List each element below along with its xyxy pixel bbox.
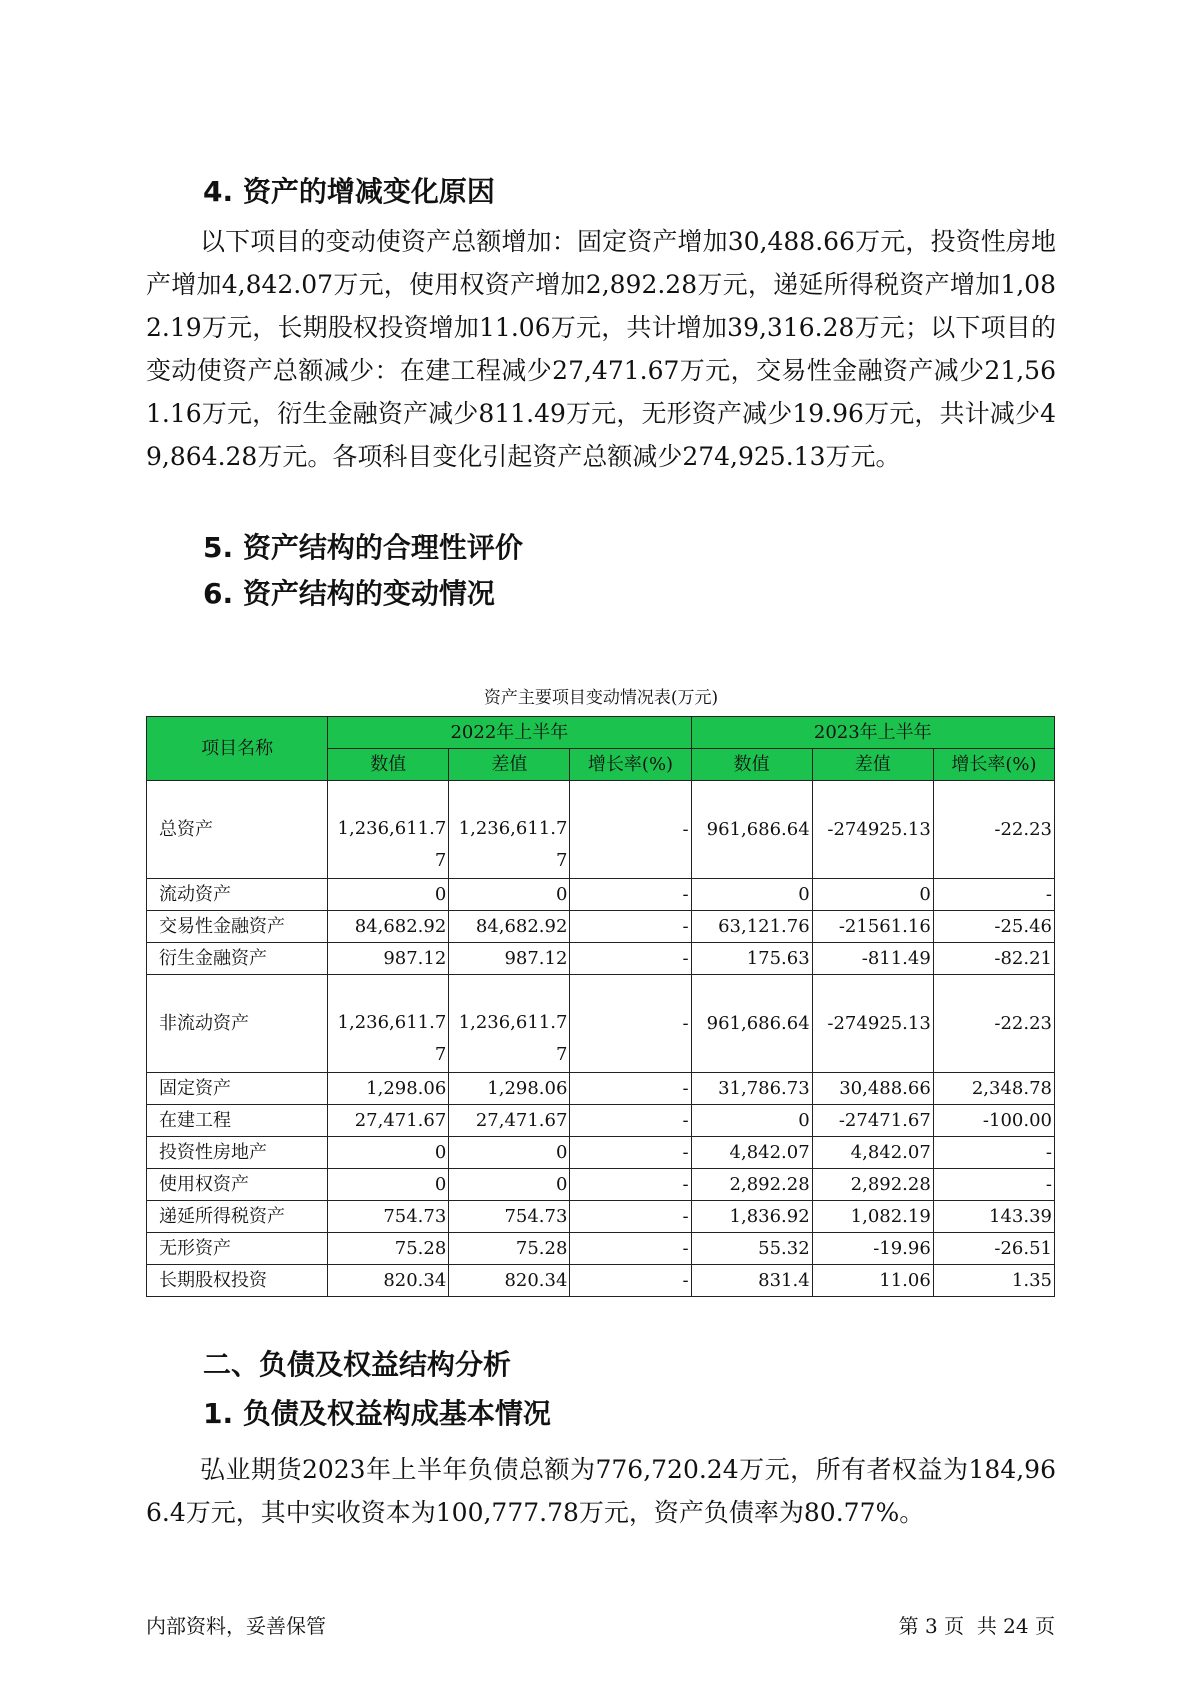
cell-rate-2022: - (570, 1265, 691, 1297)
cell-value-2023: 0 (691, 879, 812, 911)
row-name: 在建工程 (147, 1105, 328, 1137)
cell-value-2023: 55.32 (691, 1233, 812, 1265)
cell-rate-2022: - (570, 975, 691, 1073)
cell-rate-2023: 2,348.78 (933, 1073, 1054, 1105)
cell-diff-2022: 987.12 (449, 943, 570, 975)
table-title: 资产主要项目变动情况表(万元) (483, 688, 719, 708)
cell-diff-2022: 754.73 (449, 1201, 570, 1233)
cell-value-2022: 820.34 (328, 1265, 449, 1297)
cell-rate-2023: -25.46 (933, 911, 1054, 943)
table-row (147, 1137, 1055, 1169)
cell-value-2023: 961,686.64 (691, 781, 812, 879)
cell-diff-2022: 1,236,611.77 (449, 975, 570, 1073)
cell-rate-2023: 1.35 (933, 1265, 1054, 1297)
row-name: 总资产 (147, 781, 328, 879)
table-row (147, 1265, 1055, 1297)
col-header-diff-2023: 差值 (812, 749, 933, 781)
cell-rate-2022: - (570, 1073, 691, 1105)
cell-value-2023: 1,836.92 (691, 1201, 812, 1233)
col-header-rate-2023: 增长率(%) (933, 749, 1054, 781)
cell-rate-2023: -22.23 (933, 781, 1054, 879)
cell-rate-2022: - (570, 1169, 691, 1201)
cell-diff-2023: 1,082.19 (812, 1201, 933, 1233)
cell-value-2022: 0 (328, 879, 449, 911)
cell-value-2023: 4,842.07 (691, 1137, 812, 1169)
table-row (147, 943, 1055, 975)
section-heading-5: 5. 资产结构的合理性评价 (203, 531, 523, 564)
cell-value-2022: 0 (328, 1169, 449, 1201)
row-name: 投资性房地产 (147, 1137, 328, 1169)
cell-value-2023: 2,892.28 (691, 1169, 812, 1201)
cell-value-2022: 75.28 (328, 1233, 449, 1265)
col-group-2022: 2022年上半年 (328, 717, 691, 749)
row-name: 流动资产 (147, 879, 328, 911)
table-row (147, 1233, 1055, 1265)
cell-value-2023: 175.63 (691, 943, 812, 975)
cell-value-2022: 754.73 (328, 1201, 449, 1233)
cell-diff-2023: 11.06 (812, 1265, 933, 1297)
paragraph-asset-change: 以下项目的变动使资产总额增加：固定资产增加30,488.66万元，投资性房地产增加4,842.07万元，使用权资产增加2,892.28万元，递延所得税资产增加1,082.19万元，长期股权投资增加11.06万元，共计增加39,316.28万元；以下项目的变动使资产总额减少：在建工程减少27,471.67万元，交易性金融资产减少21,561.16万元，衍生金融资产减少811.49万元，无形资产减少19.96万元，共计减少49,864.28万元。各项科目变化引起资产总额减少274,925.13万元。 (146, 227, 1056, 471)
table-row (147, 975, 1055, 1073)
cell-rate-2023: -22.23 (933, 975, 1054, 1073)
cell-rate-2023: 143.39 (933, 1201, 1054, 1233)
table-row (147, 1105, 1055, 1137)
asset-change-table (146, 716, 1055, 1297)
cell-value-2022: 1,236,611.77 (328, 975, 449, 1073)
cell-rate-2023: - (933, 1169, 1054, 1201)
row-name: 使用权资产 (147, 1169, 328, 1201)
section-heading-liabilities: 二、负债及权益结构分析 (203, 1348, 512, 1381)
cell-value-2023: 831.4 (691, 1265, 812, 1297)
cell-value-2022: 27,471.67 (328, 1105, 449, 1137)
table-row (147, 781, 1055, 879)
table-row (147, 1073, 1055, 1105)
col-header-value-2022: 数值 (328, 749, 449, 781)
cell-diff-2022: 84,682.92 (449, 911, 570, 943)
cell-value-2022: 1,298.06 (328, 1073, 449, 1105)
row-name: 长期股权投资 (147, 1265, 328, 1297)
row-name: 非流动资产 (147, 975, 328, 1073)
row-name: 交易性金融资产 (147, 911, 328, 943)
col-header-item: 项目名称 (147, 717, 328, 781)
cell-diff-2023: -21561.16 (812, 911, 933, 943)
paragraph-liabilities: 弘业期货2023年上半年负债总额为776,720.24万元，所有者权益为184,966.4万元，其中实收资本为100,777.78万元，资产负债率为80.77%。 (146, 1455, 1056, 1527)
cell-diff-2022: 0 (449, 879, 570, 911)
col-group-2023: 2023年上半年 (691, 717, 1054, 749)
cell-rate-2022: - (570, 879, 691, 911)
cell-diff-2023: -274925.13 (812, 781, 933, 879)
cell-diff-2022: 27,471.67 (449, 1105, 570, 1137)
cell-rate-2022: - (570, 781, 691, 879)
table-row (147, 1169, 1055, 1201)
cell-diff-2023: 30,488.66 (812, 1073, 933, 1105)
cell-diff-2022: 75.28 (449, 1233, 570, 1265)
cell-rate-2022: - (570, 1201, 691, 1233)
cell-rate-2022: - (570, 943, 691, 975)
cell-value-2023: 961,686.64 (691, 975, 812, 1073)
cell-rate-2022: - (570, 1233, 691, 1265)
cell-value-2022: 84,682.92 (328, 911, 449, 943)
cell-diff-2023: -811.49 (812, 943, 933, 975)
cell-diff-2023: 0 (812, 879, 933, 911)
footer-page-number: 第 3 页 共 24 页 (898, 1614, 1055, 1638)
cell-rate-2023: -100.00 (933, 1105, 1054, 1137)
section-heading-4: 4. 资产的增减变化原因 (203, 175, 495, 208)
cell-diff-2022: 820.34 (449, 1265, 570, 1297)
col-header-value-2023: 数值 (691, 749, 812, 781)
row-name: 固定资产 (147, 1073, 328, 1105)
cell-value-2023: 63,121.76 (691, 911, 812, 943)
cell-diff-2023: -19.96 (812, 1233, 933, 1265)
section-heading-6: 6. 资产结构的变动情况 (203, 577, 495, 610)
footer-confidential: 内部资料，妥善保管 (146, 1614, 326, 1638)
cell-rate-2023: - (933, 1137, 1054, 1169)
col-header-diff-2022: 差值 (449, 749, 570, 781)
cell-rate-2022: - (570, 911, 691, 943)
cell-diff-2023: -274925.13 (812, 975, 933, 1073)
cell-diff-2023: 4,842.07 (812, 1137, 933, 1169)
table-row (147, 879, 1055, 911)
cell-value-2022: 987.12 (328, 943, 449, 975)
table-row (147, 911, 1055, 943)
cell-diff-2022: 1,298.06 (449, 1073, 570, 1105)
section-heading-liabilities-1: 1. 负债及权益构成基本情况 (203, 1397, 551, 1430)
cell-value-2023: 0 (691, 1105, 812, 1137)
cell-rate-2023: -26.51 (933, 1233, 1054, 1265)
cell-rate-2022: - (570, 1137, 691, 1169)
cell-diff-2022: 0 (449, 1137, 570, 1169)
row-name: 递延所得税资产 (147, 1201, 328, 1233)
row-name: 无形资产 (147, 1233, 328, 1265)
cell-diff-2023: 2,892.28 (812, 1169, 933, 1201)
row-name: 衍生金融资产 (147, 943, 328, 975)
cell-rate-2023: - (933, 879, 1054, 911)
cell-value-2022: 0 (328, 1137, 449, 1169)
cell-rate-2023: -82.21 (933, 943, 1054, 975)
table-row (147, 1201, 1055, 1233)
col-header-rate-2022: 增长率(%) (570, 749, 691, 781)
cell-diff-2023: -27471.67 (812, 1105, 933, 1137)
cell-diff-2022: 1,236,611.77 (449, 781, 570, 879)
cell-value-2022: 1,236,611.77 (328, 781, 449, 879)
cell-value-2023: 31,786.73 (691, 1073, 812, 1105)
cell-diff-2022: 0 (449, 1169, 570, 1201)
cell-rate-2022: - (570, 1105, 691, 1137)
